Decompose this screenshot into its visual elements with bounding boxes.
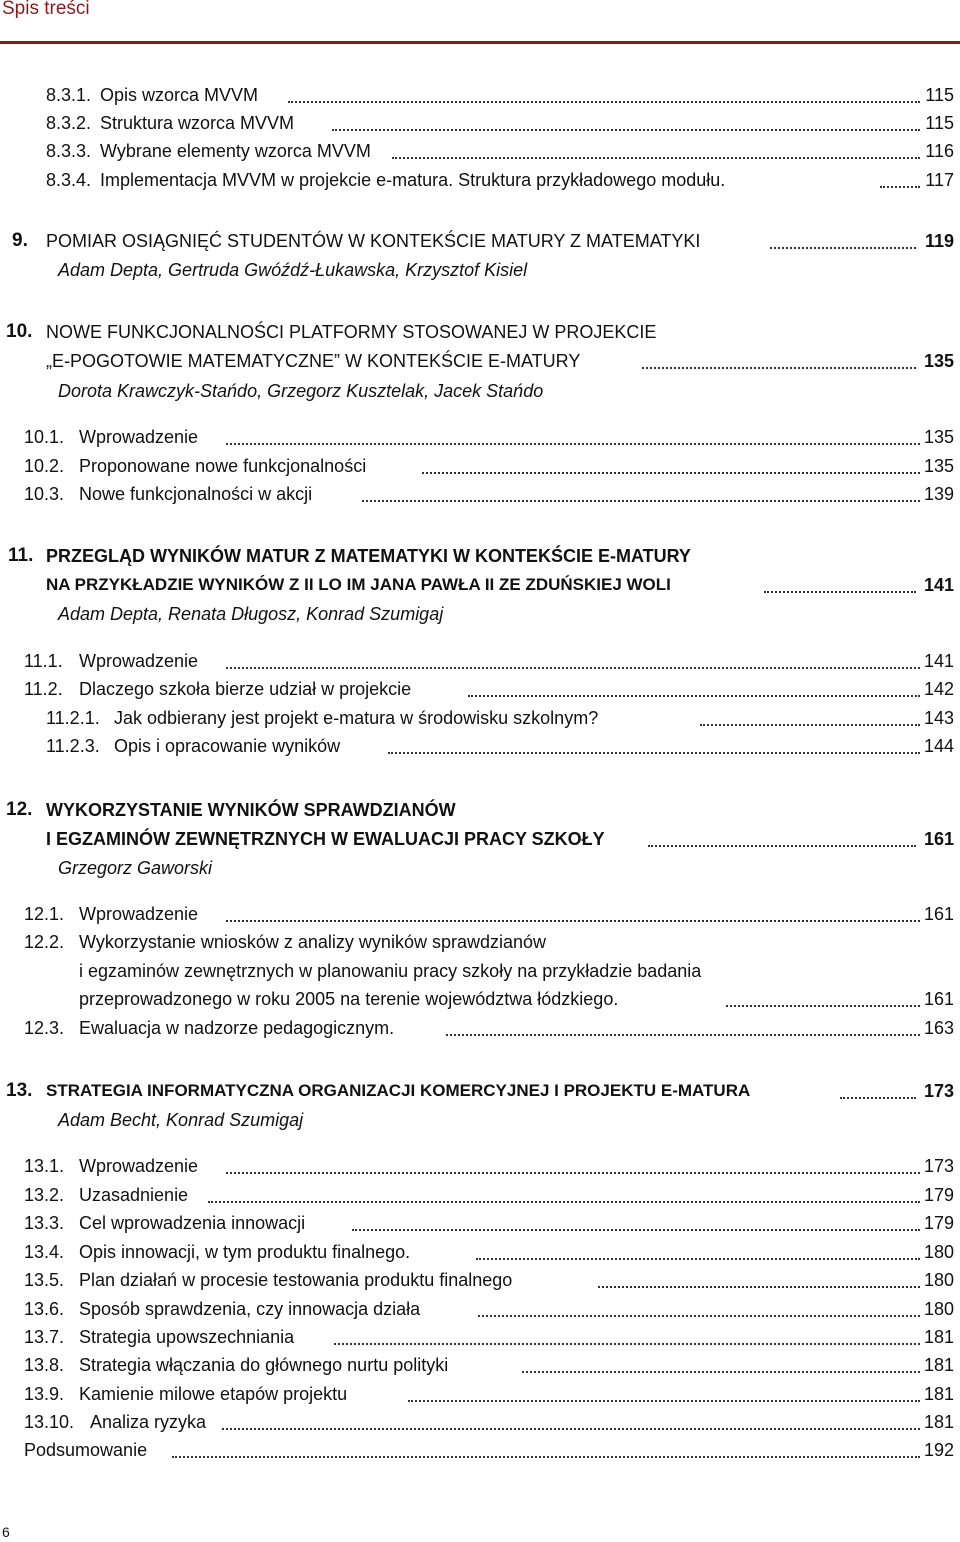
dot-leader <box>226 920 920 922</box>
entry-page: 135 <box>923 427 954 447</box>
toc-entry[interactable] <box>0 1408 960 1436</box>
dot-leader <box>764 591 916 593</box>
chapter-title: PRZEGLĄD WYNIKÓW MATUR Z MATEMATYKI W KONTEKŚCIE E-MATURY <box>46 546 691 566</box>
dot-leader <box>208 1201 920 1203</box>
chapter-title: NOWE FUNKCJONALNOŚCI PLATFORMY STOSOWANEJ W PROJEKCIE <box>46 322 657 342</box>
entry-number: 13.9. <box>24 1384 65 1404</box>
entry-number: 13.8. <box>24 1355 65 1375</box>
entry-title: Uzasadnienie <box>79 1185 189 1205</box>
toc-entry[interactable] <box>0 1181 960 1209</box>
dot-leader <box>288 101 920 103</box>
chapter-authors: Grzegorz Gaworski <box>58 858 213 878</box>
entry-title: Jak odbierany jest projekt e-matura w środowisku szkolnym? <box>114 708 599 728</box>
entry-number: 13.3. <box>24 1213 65 1233</box>
entry-page: 163 <box>923 1018 954 1038</box>
dot-leader <box>880 186 920 188</box>
entry-number: 11.1. <box>24 651 63 671</box>
entry-page: 181 <box>923 1327 954 1347</box>
chapter-entry-continued[interactable] <box>0 825 960 853</box>
dot-leader <box>642 367 916 369</box>
entry-title: Kamienie milowe etapów projektu <box>79 1384 348 1404</box>
toc-entry[interactable] <box>0 166 960 194</box>
entry-page: 141 <box>923 651 954 671</box>
toc-entry[interactable] <box>0 928 960 956</box>
entry-title: przeprowadzonego w roku 2005 na terenie województwa łódzkiego. <box>79 989 619 1009</box>
chapter-title: I EGZAMINÓW ZEWNĘTRZNYCH W EWALUACJI PRACY SZKOŁY <box>46 829 605 849</box>
entry-page: 180 <box>923 1299 954 1319</box>
entry-page: 181 <box>923 1412 954 1432</box>
entry-page: 142 <box>923 679 954 699</box>
toc-entry[interactable] <box>0 480 960 508</box>
toc-entry[interactable] <box>0 704 960 732</box>
entry-title: Wprowadzenie <box>79 904 199 924</box>
entry-number: 10.2. <box>24 456 65 476</box>
chapter-authors: Adam Depta, Gertruda Gwóźdź-Łukawska, Krzysztof Kisiel <box>58 260 528 280</box>
dot-leader <box>446 1034 920 1036</box>
entry-number: 8.3.3. <box>46 141 92 161</box>
chapter-page: 141 <box>923 575 954 595</box>
dot-leader <box>332 129 920 131</box>
chapter-authors: Adam Becht, Konrad Szumigaj <box>58 1110 304 1130</box>
entry-number: 13.4. <box>24 1242 65 1262</box>
dot-leader <box>352 1229 920 1231</box>
entry-number: 8.3.4. <box>46 170 92 190</box>
entry-page: 181 <box>923 1384 954 1404</box>
entry-page: 179 <box>923 1213 954 1233</box>
entry-number: 12.2. <box>24 932 65 952</box>
dot-leader <box>770 247 916 249</box>
toc-entry[interactable] <box>0 1436 960 1464</box>
dot-leader <box>388 752 920 754</box>
entry-title: Wprowadzenie <box>79 427 199 447</box>
chapter-title: „E-POGOTOWIE MATEMATYCZNE” W KONTEKŚCIE E-MATURY <box>46 351 581 371</box>
chapter-entry[interactable] <box>0 542 960 570</box>
entry-page: 115 <box>925 85 954 105</box>
chapter-number: 10. <box>6 321 33 342</box>
dot-leader <box>468 695 920 697</box>
entry-title: Wybrane elementy wzorca MVVM <box>100 141 371 161</box>
entry-page: 143 <box>923 708 954 728</box>
entry-title: Struktura wzorca MVVM <box>100 113 295 133</box>
entry-number: 12.1. <box>24 904 65 924</box>
entry-page: 192 <box>923 1440 954 1460</box>
entry-title: Strategia włączania do głównego nurtu polityki <box>79 1355 449 1375</box>
entry-number: 13.10. <box>24 1412 75 1432</box>
toc-entry[interactable] <box>0 1295 960 1323</box>
toc-entry[interactable] <box>0 1380 960 1408</box>
entry-number: 11.2.1. <box>46 708 100 728</box>
dot-leader <box>226 443 920 445</box>
entry-title: Strategia upowszechniania <box>79 1327 295 1347</box>
entry-title: Opis wzorca MVVM <box>100 85 259 105</box>
dot-leader <box>226 667 920 669</box>
entry-number: 11.2. <box>24 679 63 699</box>
toc-entry[interactable] <box>0 423 960 451</box>
toc-entry[interactable] <box>0 1238 960 1266</box>
chapter-entry-continued[interactable] <box>0 571 960 599</box>
entry-title: Sposób sprawdzenia, czy innowacja działa <box>79 1299 421 1319</box>
header-rule <box>0 41 960 44</box>
dot-leader <box>476 1258 920 1260</box>
entry-page: 116 <box>925 141 954 161</box>
dot-leader <box>648 845 916 847</box>
entry-title: Wykorzystanie wniosków z analizy wyników sprawdzianów <box>79 932 547 952</box>
chapter-page: 161 <box>923 829 954 849</box>
chapter-number: 11. <box>8 545 34 566</box>
chapter-title: WYKORZYSTANIE WYNIKÓW SPRAWDZIANÓW <box>46 800 456 820</box>
chapter-number: 9. <box>12 230 28 251</box>
dot-leader <box>478 1315 920 1317</box>
entry-page: 161 <box>923 904 954 924</box>
entry-number: 13.6. <box>24 1299 65 1319</box>
chapter-authors: Adam Depta, Renata Długosz, Konrad Szumigaj <box>58 604 444 624</box>
entry-number: 13.7. <box>24 1327 65 1347</box>
toc-entry[interactable] <box>0 1351 960 1379</box>
chapter-authors: Dorota Krawczyk-Stańdo, Grzegorz Kusztelak, Jacek Stańdo <box>58 381 544 401</box>
toc-entry[interactable] <box>0 675 960 703</box>
entry-title: Opis innowacji, w tym produktu finalnego. <box>79 1242 411 1262</box>
toc-entry[interactable] <box>0 137 960 165</box>
entry-page: 179 <box>923 1185 954 1205</box>
toc-entry[interactable] <box>0 1152 960 1180</box>
entry-title: Cel wprowadzenia innowacji <box>79 1213 306 1233</box>
toc-entry[interactable] <box>0 109 960 137</box>
dot-leader <box>172 1456 920 1458</box>
toc-entry[interactable] <box>0 1209 960 1237</box>
entry-number: 13.5. <box>24 1270 65 1290</box>
dot-leader <box>392 157 920 159</box>
entry-number: 12.3. <box>24 1018 65 1038</box>
toc-entry-continued[interactable] <box>0 985 960 1013</box>
entry-number: 13.1. <box>24 1156 65 1176</box>
page-number: 6 <box>2 1524 10 1540</box>
chapter-entry-continued[interactable] <box>0 347 960 375</box>
entry-page: 135 <box>923 456 954 476</box>
dot-leader <box>598 1286 920 1288</box>
entry-page: 173 <box>923 1156 954 1176</box>
entry-number: 11.2.3. <box>46 736 100 756</box>
toc-entry[interactable] <box>0 1014 960 1042</box>
entry-title: Opis i opracowanie wyników <box>114 736 341 756</box>
dot-leader <box>700 724 920 726</box>
toc-entry[interactable] <box>0 1323 960 1351</box>
entry-page: 144 <box>923 736 954 756</box>
entry-title: i egzaminów zewnętrznych w planowaniu pracy szkoły na przykładzie badania <box>79 961 702 981</box>
entry-page: 180 <box>923 1242 954 1262</box>
entry-title: Analiza ryzyka <box>90 1412 207 1432</box>
toc-entry[interactable] <box>0 732 960 760</box>
toc-entry[interactable] <box>0 1266 960 1294</box>
entry-page: 180 <box>923 1270 954 1290</box>
dot-leader <box>334 1343 920 1345</box>
entry-page: 139 <box>923 484 954 504</box>
chapter-entry[interactable] <box>0 1077 960 1105</box>
entry-title: Wprowadzenie <box>79 651 199 671</box>
toc-entry[interactable] <box>0 900 960 928</box>
dot-leader <box>522 1371 920 1373</box>
entry-title: Podsumowanie <box>24 1440 148 1460</box>
header-title: Spis treści <box>2 0 90 19</box>
dot-leader <box>840 1097 916 1099</box>
entry-number: 8.3.2. <box>46 113 92 133</box>
dot-leader <box>362 500 920 502</box>
dot-leader <box>226 1172 920 1174</box>
entry-title: Dlaczego szkoła bierze udział w projekcie <box>79 679 412 699</box>
toc-entry[interactable] <box>0 452 960 480</box>
entry-page: 161 <box>923 989 954 1009</box>
chapter-title: POMIAR OSIĄGNIĘĆ STUDENTÓW W KONTEKŚCIE MATURY Z MATEMATYKI <box>46 231 701 251</box>
chapter-entry[interactable] <box>0 227 960 255</box>
chapter-number: 12. <box>6 799 33 820</box>
entry-page: 117 <box>925 170 954 190</box>
entry-title: Plan działań w procesie testowania produktu finalnego <box>79 1270 513 1290</box>
entry-page: 181 <box>923 1355 954 1375</box>
chapter-title: STRATEGIA INFORMATYCZNA ORGANIZACJI KOMERCYJNEJ I PROJEKTU E-MATURA <box>46 1081 751 1100</box>
entry-page: 115 <box>925 113 954 133</box>
entry-number: 10.3. <box>24 484 65 504</box>
entry-title: Nowe funkcjonalności w akcji <box>79 484 313 504</box>
entry-number: 8.3.1. <box>46 85 92 105</box>
entry-title: Implementacja MVVM w projekcie e-matura. Struktura przykładowego modułu. <box>100 170 726 190</box>
entry-number: 10.1. <box>24 427 65 447</box>
toc-entry-continued[interactable] <box>0 957 960 985</box>
page-header <box>0 0 960 40</box>
chapter-page: 173 <box>923 1081 954 1101</box>
dot-leader <box>222 1428 920 1430</box>
dot-leader <box>726 1005 920 1007</box>
chapter-entry[interactable] <box>0 318 960 346</box>
dot-leader <box>422 472 920 474</box>
entry-title: Ewaluacja w nadzorze pedagogicznym. <box>79 1018 395 1038</box>
chapter-number: 13. <box>6 1080 33 1101</box>
entry-title: Wprowadzenie <box>79 1156 199 1176</box>
chapter-title: NA PRZYKŁADZIE WYNIKÓW Z II LO IM JANA PAWŁA II ZE ZDUŃSKIEJ WOLI <box>46 575 671 594</box>
chapter-page: 119 <box>924 231 954 251</box>
dot-leader <box>408 1400 920 1402</box>
chapter-entry[interactable] <box>0 796 960 824</box>
entry-title: Proponowane nowe funkcjonalności <box>79 456 367 476</box>
toc-entry[interactable] <box>0 647 960 675</box>
chapter-page: 135 <box>923 351 954 371</box>
entry-number: 13.2. <box>24 1185 65 1205</box>
toc-entry[interactable] <box>0 81 960 109</box>
